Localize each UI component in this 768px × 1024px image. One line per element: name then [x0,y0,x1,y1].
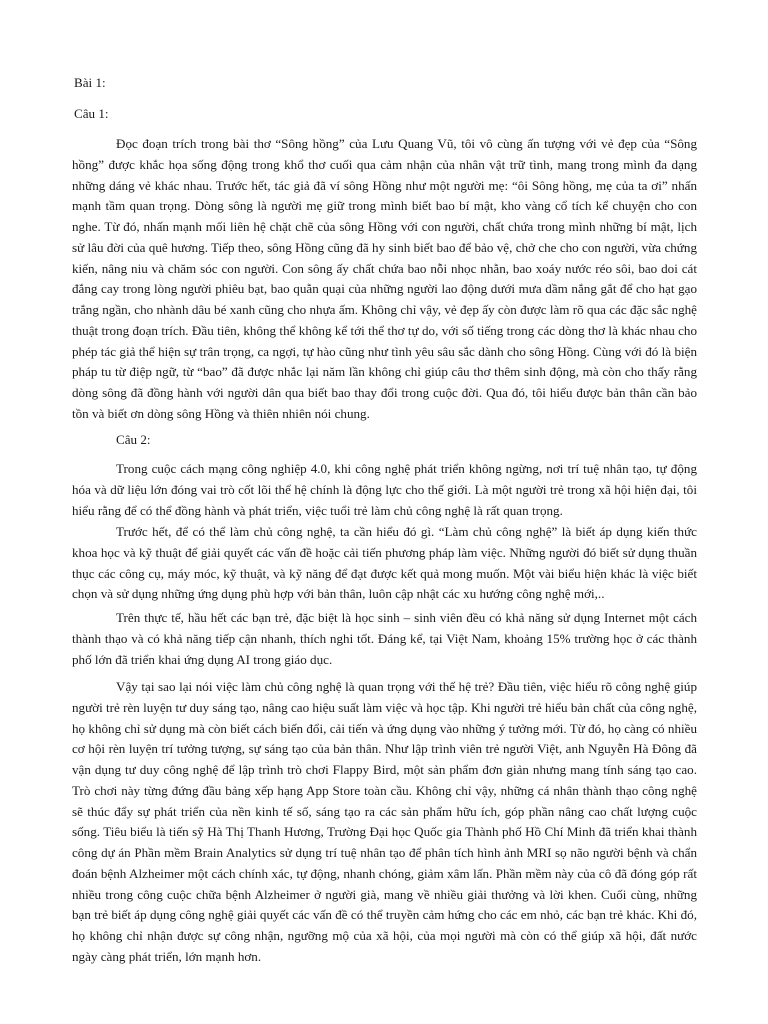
question-1-title: Câu 1: [74,106,109,121]
question-2-paragraph-importance: Vậy tại sao lại nói việc làm chủ công nghệ là quan trọng với thế hệ trẻ? Đầu tiên, việc hiểu rõ công nghệ giúp người trẻ rèn luyện tư duy sáng tạo, nâng cao hiệu suất làm việc và học tập. Khi người trẻ hiểu bản chất của công nghệ, họ không chỉ sử dụng mà còn biết cách biến đổi, cải tiến và ứng dụng vào những ý tưởng mới. Từ đó, họ càng có nhiều cơ hội rèn luyện trí tưởng tượng, sự sáng tạo của bản thân. Như lập trình viên trẻ người Việt, anh Nguyễn Hà Đông đã vận dụng tư duy công nghệ để lập trình trò chơi Flappy Bird, một sản phẩm đơn giản nhưng mang tính sáng tạo cao. Trò chơi này từng đứng đầu bảng xếp hạng App Store toàn cầu. Không chỉ vậy, những cá nhân thành thạo công nghệ sẽ thúc đẩy sự phát triển của nền kinh tế số, sáng tạo ra các sản phẩm hữu ích, góp phần nâng cao chất lượng cuộc sống. Tiêu biểu là tiến sỹ Hà Thị Thanh Hương, Trường Đại học Quốc gia Thành phố Hồ Chí Minh đã triển khai thành công dự án Phần mềm Brain Analytics sử dụng trí tuệ nhân tạo để phân tích hình ảnh MRI sọ não người bệnh và chẩn đoán bệnh Alzheimer một cách chính xác, tự động, nhanh chóng, giảm xâm lấn. Phần mềm này của cô đã đóng góp rất nhiều trong công cuộc chữa bệnh Alzheimer ở người già, mang về nhiều giải thưởng và lời khen. Cuối cùng, những bạn trẻ biết áp dụng công nghệ giải quyết các vấn đề có thể truyền cảm hứng cho các em nhỏ, các bạn trẻ khác. Khi đó, họ không chỉ nhận được sự công nhận, ngưỡng mộ của xã hội, của mọi người mà còn có thể giúp xã hội, đất nước ngày càng phát triển, lớn mạnh hơn. [72,679,697,964]
lesson-title: Bài 1: [74,75,106,90]
question-2-paragraph-reality: Trên thực tế, hầu hết các bạn trẻ, đặc biệt là học sinh – sinh viên đều có khả năng sử dụng Internet một cách thành thạo và có khả năng tiếp cận nhanh, thích nghi tốt. Đáng kể, tại Việt Nam, khoảng 15% trường học ở các thành phố lớn đã triển khai ứng dụng AI trong giáo dục. [72,610,697,667]
question-1-paragraph: Đọc đoạn trích trong bài thơ “Sông hồng” của Lưu Quang Vũ, tôi vô cùng ấn tượng với vẻ đẹp của “Sông hồng” được khắc họa sống động trong khổ thơ cuối qua cảm nhận của nhân vật trữ tình, mang trong mình đa dạng những dáng vẻ khác nhau. Trước hết, tác giả đã ví sông Hồng như một người mẹ: “ôi Sông hồng, mẹ của ta ơi” nhấn mạnh tầm quan trọng. Dòng sông là người mẹ giữ trong mình biết bao bí mật, kho vàng cổ tích kể chuyện cho con nghe. Từ đó, nhấn mạnh mối liên hệ chặt chẽ của sông Hồng với con người, chất chứa trong mình những bí mật, lịch sử lâu đời của quê hương. Tiếp theo, sông Hồng cũng đã hy sinh biết bao để bảo vệ, chở che cho con người, vừa chứng kiến, nâng niu và chăm sóc con người. Con sông ấy chất chứa bao nỗi nhọc nhằn, bao xoáy nước réo sôi, bao doi cát đắng cay trong lòng người phiêu bạt, bao quằn quại của những người lao động dưới mưa dầm nắng gắt để cho hạt gạo trắng ngần, cho nhành dâu bé xanh cũng cho nhựa ấm. Không chỉ vậy, vẻ đẹp ấy còn được làm rõ qua các đặc sắc nghệ thuật trong đoạn trích. Đầu tiên, không thể không kể tới thể thơ tự do, với số tiếng trong các dòng thơ là khác nhau cho phép tác giả thể hiện sự trân trọng, ca ngợi, tự hào cũng như tình yêu sâu sắc dành cho sông Hồng. Cùng với đó là biện pháp tu từ điệp ngữ, từ “bao” đã được nhắc lại năm lần không chỉ giúp câu thơ thêm sinh động, mà còn cho thấy rằng dòng sông đã đồng hành với người dân qua biết bao thay đổi trong cuộc đời. Qua đó, tôi hiểu được bản thân cần bảo tồn và biết ơn dòng sông Hồng và thiên nhiên nói chung. [72,136,697,421]
question-2-paragraph-definition: Trước hết, để có thể làm chủ công nghệ, ta cần hiểu đó gì. “Làm chủ công nghệ” là biết áp dụng kiến thức khoa học và kỹ thuật để giải quyết các vấn đề hoặc cải tiến phương pháp làm việc. Những người đó biết sử dụng thuần thục các công cụ, máy móc, kỹ thuật, và kỹ năng để đạt được kết quả mong muốn. Một vài biểu hiện khác là việc biết chọn và sử dụng những ứng dụng phù hợp với bản thân, luôn cập nhật các xu hướng công nghệ mới,.. [72,524,697,602]
question-2-title: Câu 2: [116,432,151,447]
question-2-paragraph-intro: Trong cuộc cách mạng công nghiệp 4.0, khi công nghệ phát triển không ngừng, nơi trí tuệ nhân tạo, tự động hóa và dữ liệu lớn đóng vai trò cốt lõi thể hệ chính là động lực cho thế giới. Là một người trẻ trong xã hội hiện đại, tôi hiểu rằng để có thể đồng hành và phát triển, việc tuổi trẻ làm chủ công nghệ là rất quan trọng. [72,461,697,518]
